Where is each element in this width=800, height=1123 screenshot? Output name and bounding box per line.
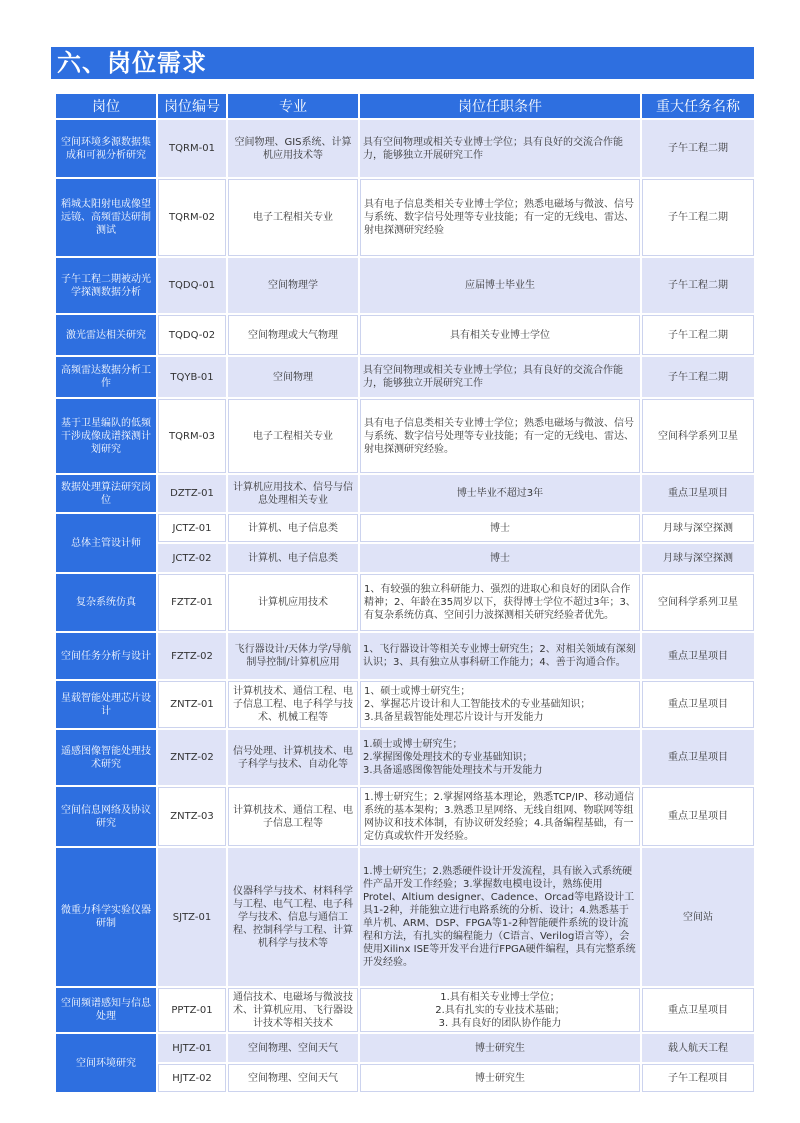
task-cell: 子午工程二期: [642, 120, 754, 177]
table-row: [56, 848, 754, 986]
position-cell: 空间信息网络及协议研究: [56, 787, 156, 846]
major-cell: 电子工程相关专业: [228, 179, 358, 256]
requirement-line: 3.具备星载智能处理芯片设计与开发能力: [364, 712, 544, 723]
requirements-cell: 博士: [360, 544, 640, 572]
requirements-cell: 博士: [360, 514, 640, 542]
position-cell: 复杂系统仿真: [56, 574, 156, 631]
position-cell: 基于卫星编队的低频干涉成像成谱探测计划研究: [56, 399, 156, 473]
task-cell: 重点卫星项目: [642, 787, 754, 846]
requirement-line: 3. 具有良好的团队协作能力: [438, 1017, 562, 1029]
header-major: 专业: [228, 94, 358, 118]
table-row: [56, 258, 754, 313]
task-cell: 子午工程二期: [642, 179, 754, 256]
code-cell: TQRM-02: [158, 179, 226, 256]
table-row: [56, 120, 754, 177]
major-cell: 仪器科学与技术、材料科学与工程、电气工程、电子科学与技术、信息与通信工程、控制科学与工程、计算机科学与技术等: [228, 848, 358, 986]
code-cell: PPTZ-01: [158, 988, 226, 1032]
task-cell: 重点卫星项目: [642, 475, 754, 512]
code-cell: ZNTZ-02: [158, 730, 226, 785]
code-cell: SJTZ-01: [158, 848, 226, 986]
task-cell: 月球与深空探测: [642, 514, 754, 542]
requirements-cell: 1.博士研究生；2.掌握网络基本理论，熟悉TCP/IP、移动通信系统的基本架构；3.熟悉卫星网络、无线自组网、物联网等组网协议和技术体制，有协议研发经验；4.具备编程基础，有一定仿真或软件开发经验。: [360, 787, 640, 846]
task-cell: 重点卫星项目: [642, 681, 754, 728]
code-cell: HJTZ-02: [158, 1064, 226, 1092]
requirement-line: 2.具有扎实的专业技术基础；: [435, 1004, 565, 1016]
major-cell: 计算机、电子信息类: [228, 514, 358, 542]
table-row: [56, 633, 754, 679]
code-cell: FZTZ-02: [158, 633, 226, 679]
requirements-cell: 应届博士毕业生: [360, 258, 640, 313]
requirement-line: 3.具备遥感图像智能处理技术与开发能力: [363, 765, 543, 776]
code-cell: TQDQ-01: [158, 258, 226, 313]
requirements-cell: 1、飞行器设计等相关专业博士研究生；2、对相关领域有深刻认识；3、具有独立从事科研工作能力；4、善于沟通合作。: [360, 633, 640, 679]
major-cell: 信号处理、计算机技术、电子科学与技术、自动化等: [228, 730, 358, 785]
requirements-cell: [360, 730, 640, 785]
code-cell: TQRM-01: [158, 120, 226, 177]
task-cell: 空间站: [642, 848, 754, 986]
table-row: [56, 574, 754, 631]
requirement-line: 2、掌握芯片设计和人工智能技术的专业基础知识；: [364, 699, 591, 710]
task-cell: 子午工程二期: [642, 315, 754, 355]
major-cell: 空间物理、空间天气: [228, 1064, 358, 1092]
position-cell: 稻城太阳射电成像望远镜、高频雷达研制测试: [56, 179, 156, 256]
header-requirements: 岗位任职条件: [360, 94, 640, 118]
code-cell: JCTZ-01: [158, 514, 226, 542]
code-cell: TQYB-01: [158, 357, 226, 397]
code-cell: TQRM-03: [158, 399, 226, 473]
requirements-cell: 具有空间物理或相关专业博士学位；具有良好的交流合作能力，能够独立开展研究工作: [360, 357, 640, 397]
requirement-line: 1.具有相关专业博士学位；: [440, 991, 560, 1003]
table-row: [56, 1064, 754, 1092]
position-cell: 激光雷达相关研究: [56, 315, 156, 355]
major-cell: 通信技术、电磁场与微波技术、计算机应用、飞行器设计技术等相关技术: [228, 988, 358, 1032]
code-cell: DZTZ-01: [158, 475, 226, 512]
major-cell: 空间物理或大气物理: [228, 315, 358, 355]
header-position: 岗位: [56, 94, 156, 118]
task-cell: 重点卫星项目: [642, 730, 754, 785]
table-header-row: [56, 94, 754, 118]
task-cell: 子午工程二期: [642, 258, 754, 313]
major-cell: 空间物理、GIS系统、计算机应用技术等: [228, 120, 358, 177]
major-cell: 空间物理: [228, 357, 358, 397]
position-cell: 高频雷达数据分析工作: [56, 357, 156, 397]
table-row: [56, 315, 754, 355]
position-cell: 空间频谱感知与信息处理: [56, 988, 156, 1032]
major-cell: 计算机技术、通信工程、电子信息工程、电子科学与技术、机械工程等: [228, 681, 358, 728]
table-row: [56, 730, 754, 785]
major-cell: 电子工程相关专业: [228, 399, 358, 473]
position-cell: 星载智能处理芯片设计: [56, 681, 156, 728]
task-cell: 重点卫星项目: [642, 988, 754, 1032]
table-row: [56, 475, 754, 512]
position-cell: 微重力科学实验仪器研制: [56, 848, 156, 986]
requirements-cell: 具有电子信息类相关专业博士学位；熟悉电磁场与微波、信号与系统、数字信号处理等专业技能；有一定的无线电、雷达、射电探测研究经验。: [360, 399, 640, 473]
code-cell: FZTZ-01: [158, 574, 226, 631]
task-cell: 月球与深空探测: [642, 544, 754, 572]
major-cell: 计算机应用技术: [228, 574, 358, 631]
major-cell: 空间物理、空间天气: [228, 1034, 358, 1062]
task-cell: 空间科学系列卫星: [642, 574, 754, 631]
code-cell: ZNTZ-03: [158, 787, 226, 846]
position-cell: 总体主管设计师: [56, 514, 156, 572]
requirements-cell: [360, 988, 640, 1032]
position-cell: 数据处理算法研究岗位: [56, 475, 156, 512]
position-cell: 空间环境多源数据集成和可视分析研究: [56, 120, 156, 177]
code-cell: JCTZ-02: [158, 544, 226, 572]
requirements-cell: 博士毕业不超过3年: [360, 475, 640, 512]
major-cell: 计算机应用技术、信号与信息处理相关专业: [228, 475, 358, 512]
requirements-cell: 具有电子信息类相关专业博士学位；熟悉电磁场与微波、信号与系统、数字信号处理等专业技能；有一定的无线电、雷达、射电探测研究经验: [360, 179, 640, 256]
requirements-cell: 博士研究生: [360, 1064, 640, 1092]
requirements-cell: 具有空间物理或相关专业博士学位；具有良好的交流合作能力，能够独立开展研究工作: [360, 120, 640, 177]
major-cell: 计算机技术、通信工程、电子信息工程等: [228, 787, 358, 846]
requirement-line: 2.掌握图像处理技术的专业基础知识；: [363, 752, 533, 763]
section-title: 六、岗位需求: [51, 47, 754, 79]
position-cell: 子午工程二期被动光学探测数据分析: [56, 258, 156, 313]
code-cell: ZNTZ-01: [158, 681, 226, 728]
requirements-cell: [360, 681, 640, 728]
requirement-line: 1.硕士或博士研究生；: [363, 739, 463, 750]
task-cell: 载人航天工程: [642, 1034, 754, 1062]
major-cell: 计算机、电子信息类: [228, 544, 358, 572]
table-row: [56, 514, 754, 542]
table-row: [56, 681, 754, 728]
position-cell: 空间任务分析与设计: [56, 633, 156, 679]
major-cell: 飞行器设计/天体力学/导航制导控制/计算机应用: [228, 633, 358, 679]
header-task: 重大任务名称: [642, 94, 754, 118]
code-cell: TQDQ-02: [158, 315, 226, 355]
position-cell: 遥感图像智能处理技术研究: [56, 730, 156, 785]
task-cell: 空间科学系列卫星: [642, 399, 754, 473]
table-row: [56, 399, 754, 473]
code-cell: HJTZ-01: [158, 1034, 226, 1062]
requirements-cell: 博士研究生: [360, 1034, 640, 1062]
position-cell: 空间环境研究: [56, 1034, 156, 1092]
table-row: [56, 1034, 754, 1062]
requirements-cell: 1、有较强的独立科研能力、强烈的进取心和良好的团队合作精神；2、年龄在35周岁以下，获得博士学位不超过3年；3、有复杂系统仿真、空间引力波探测相关研究经验者优先。: [360, 574, 640, 631]
job-requirements-table: [54, 92, 756, 1094]
task-cell: 子午工程二期: [642, 357, 754, 397]
table-row: [56, 787, 754, 846]
requirement-line: 1、硕士或博士研究生；: [364, 686, 471, 697]
header-code: 岗位编号: [158, 94, 226, 118]
table-row: [56, 357, 754, 397]
requirements-cell: 1.博士研究生；2.熟悉硬件设计开发流程，具有嵌入式系统硬件产品开发工作经验；3.掌握数电模电设计，熟练使用Protel、Altium designer、Cadence、Orcad等电路设计工具1-2种，并能独立进行电路系统的分析、设计；4.熟悉基于单片机、ARM、DSP、FPGA等1-2种智能硬件系统的设计流程和方法，有扎实的编程能力（C语言、Verilog语言等），会使用Xilinx ISE等开发平台进行FPGA硬件编程，具有完整系统开发经验。: [360, 848, 640, 986]
task-cell: 重点卫星项目: [642, 633, 754, 679]
table-row: [56, 988, 754, 1032]
table-row: [56, 179, 754, 256]
major-cell: 空间物理学: [228, 258, 358, 313]
requirements-cell: 具有相关专业博士学位: [360, 315, 640, 355]
task-cell: 子午工程项目: [642, 1064, 754, 1092]
table-row: [56, 544, 754, 572]
